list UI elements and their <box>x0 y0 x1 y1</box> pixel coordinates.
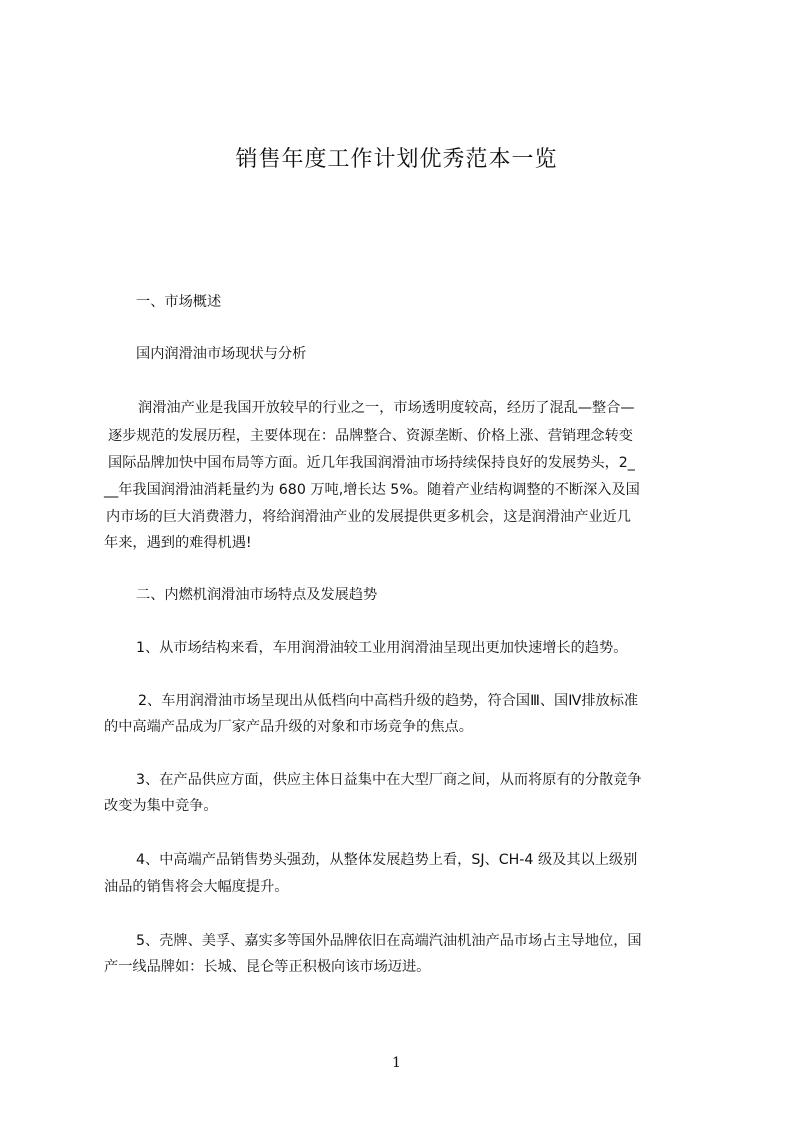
paragraph-line: 逐步规范的发展历程，主要体现在：品牌整合、资源垄断、价格上涨、营销理念转变 <box>108 428 633 444</box>
list-item-line: 4、中高端产品销售势头强劲，从整体发展趋势上看，SJ、CH-4 级及其以上级别 <box>136 852 638 868</box>
list-item-line: 3、在产品供应方面，供应主体日益集中在大型厂商之间，从而将原有的分散竞争 <box>136 772 642 788</box>
list-item-line: 油品的销售将会大幅度提升。 <box>104 879 289 895</box>
section-heading: 一、市场概述 <box>136 294 222 310</box>
document-title: 销售年度工作计划优秀范本一览 <box>235 147 558 172</box>
section-heading: 二、内燃机润滑油市场特点及发展趋势 <box>136 587 378 603</box>
page-number: 1 <box>392 1055 401 1071</box>
paragraph-line: 内市场的巨大消费潜力，将给润滑油产业的发展提供更多机会，这是润滑油产业近几 <box>106 509 631 525</box>
list-item-line: 产一线品牌如：长城、昆仑等正积极向该市场迈进。 <box>104 959 431 975</box>
list-item-line: 2、车用润滑油市场呈现出从低档向中高档升级的趋势，符合国Ⅲ、国Ⅳ排放标准 <box>138 693 639 709</box>
section-subheading: 国内润滑油市场现状与分析 <box>136 346 307 362</box>
list-item-line: 的中高端产品成为厂家产品升级的对象和市场竞争的焦点。 <box>104 719 473 735</box>
paragraph-line: 润滑油产业是我国开放较早的行业之一，市场透明度较高，经历了混乱—整合— <box>138 400 635 416</box>
paragraph-line: __年我国润滑油消耗量约为 680 万吨,增长达 5%。随着产业结构调整的不断深入及国 <box>104 482 640 498</box>
paragraph-line: 国际品牌加快中国布局等方面。近几年我国润滑油市场持续保持良好的发展势头，2_ <box>108 455 635 471</box>
list-item-line: 改变为集中竞争。 <box>104 798 218 814</box>
paragraph-line: 年来，遇到的难得机遇! <box>104 535 252 551</box>
list-item-line: 1、从市场结构来看，车用润滑油较工业用润滑油呈现出更加快速增长的趋势。 <box>136 640 628 656</box>
list-item-line: 5、壳牌、美孚、嘉实多等国外品牌依旧在高端汽油机油产品市场占主导地位，国 <box>136 933 642 949</box>
